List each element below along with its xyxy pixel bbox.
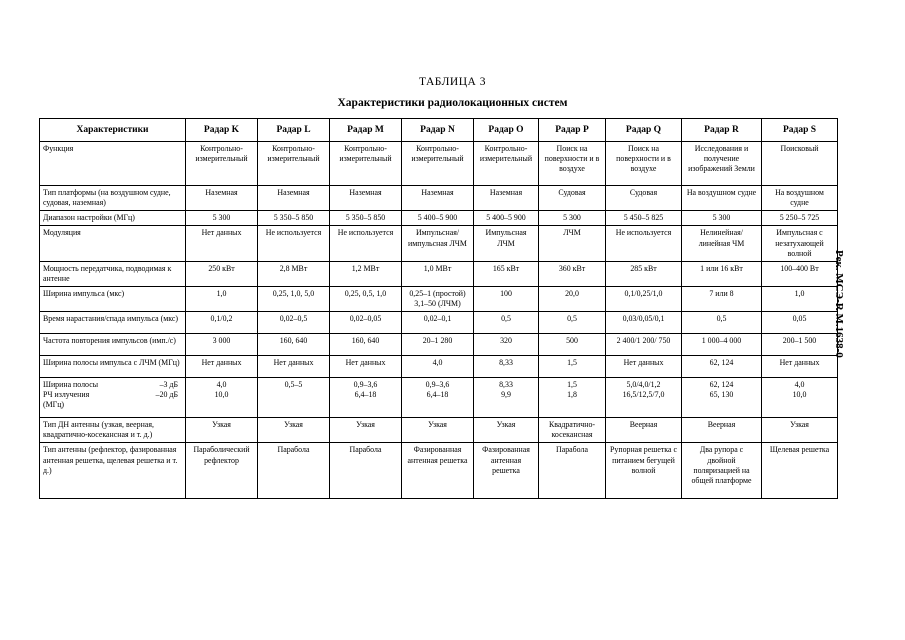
table-cell: 3 000 — [186, 334, 258, 356]
table-cell: Квадратично-косекансная — [539, 418, 606, 443]
table-cell: Нет данных — [330, 356, 402, 378]
table-cell: Поисковый — [762, 142, 838, 186]
table-cell: Контрольно-измерительный — [402, 142, 474, 186]
table-cell: 0,02–0,1 — [402, 312, 474, 334]
table-cell: Не используется — [606, 226, 682, 261]
table-cell: 0,25, 0,5, 1,0 — [330, 287, 402, 312]
table-title: Характеристики радиолокационных систем — [337, 97, 568, 109]
column-header-radar: Радар S — [762, 119, 838, 142]
table-cell: 160, 640 — [258, 334, 330, 356]
bandwidth-20db-value: 6,4–18 — [426, 390, 449, 400]
table-cell: 250 кВт — [186, 261, 258, 286]
table-cell: Два рупора с двойной поляризацией на общей платформе — [682, 443, 762, 499]
table-cell: Узкая — [402, 418, 474, 443]
bandwidth-20db-value: 65, 130 — [709, 390, 734, 400]
table-cell: Нет данных — [606, 356, 682, 378]
bandwidth-20db-value: 9,9 — [501, 390, 511, 400]
table-cell: Контрольно-измерительный — [186, 142, 258, 186]
row-label: Тип ДН антенны (узкая, веерная, квадратично-косекансная и т. д.) — [40, 418, 186, 443]
table-cell: Нет данных — [186, 356, 258, 378]
bandwidth-3db-value: 5,0/4,0/1,2 — [626, 380, 661, 390]
table-cell: Импульсная ЛЧМ — [474, 226, 539, 261]
row-label: Тип платформы (на воздушном судне, судовая, наземная) — [40, 186, 186, 211]
table-cell: Узкая — [330, 418, 402, 443]
table-row — [40, 261, 838, 286]
bandwidth-label-unit: (МГц) — [43, 400, 65, 410]
table-cell: Наземная — [402, 186, 474, 211]
table-cell: 0,5 — [682, 312, 762, 334]
table-cell — [539, 378, 606, 418]
table-cell: Исследования и получение изображений Земли — [682, 142, 762, 186]
table-cell: 1 000–4 000 — [682, 334, 762, 356]
row-label: Функция — [40, 142, 186, 186]
table-cell: 1,0 МВт — [402, 261, 474, 286]
table-cell: 5 450–5 825 — [606, 211, 682, 226]
row-label: Диапазон настройки (МГц) — [40, 211, 186, 226]
table-cell: ЛЧМ — [539, 226, 606, 261]
table-cell: 0,25–1 (простой) 3,1–50 (ЛЧМ) — [402, 287, 474, 312]
table-cell: 5 350–5 850 — [258, 211, 330, 226]
recommendation-side-label: Рек. МСЭ-R M.1638-0 — [833, 250, 845, 358]
bandwidth-3db-value: 62, 124 — [709, 380, 734, 390]
table-cell: Судовая — [539, 186, 606, 211]
table-cell: Веерная — [606, 418, 682, 443]
table-cell: 20,0 — [539, 287, 606, 312]
table-row — [40, 287, 838, 312]
table-cell: Узкая — [258, 418, 330, 443]
table-cell — [330, 378, 402, 418]
column-header-radar: Радар P — [539, 119, 606, 142]
table-cell: 0,1/0,25/1,0 — [606, 287, 682, 312]
table-cell: 200–1 500 — [762, 334, 838, 356]
table-cell: Наземная — [186, 186, 258, 211]
column-header-radar: Радар N — [402, 119, 474, 142]
table-cell: 160, 640 — [330, 334, 402, 356]
table-cell: 5 250–5 725 — [762, 211, 838, 226]
column-header-characteristics: Характеристики — [40, 119, 186, 142]
table-cell: 100 — [474, 287, 539, 312]
column-header-radar: Радар L — [258, 119, 330, 142]
table-cell: Нет данных — [258, 356, 330, 378]
column-header-radar: Радар K — [186, 119, 258, 142]
table-cell — [402, 378, 474, 418]
bandwidth-label-line1: Ширина полосы — [43, 380, 98, 390]
table-cell: Контрольно-измерительный — [330, 142, 402, 186]
bandwidth-3db-value: 4,0 — [216, 380, 227, 390]
column-header-radar: Радар R — [682, 119, 762, 142]
table-row — [40, 443, 838, 499]
table-cell: Судовая — [606, 186, 682, 211]
table-cell: 0,5 — [539, 312, 606, 334]
table-cell: Парабола — [258, 443, 330, 499]
bandwidth-20db-value: 1,8 — [567, 390, 577, 400]
table-row — [40, 226, 838, 261]
table-cell: 0,02–0,05 — [330, 312, 402, 334]
table-cell: Импульсная с незатухающей волной — [762, 226, 838, 261]
table-cell — [258, 378, 330, 418]
table-cell — [762, 378, 838, 418]
table-cell: Параболический рефлектор — [186, 443, 258, 499]
table-cell: 20–1 280 — [402, 334, 474, 356]
table-cell: Узкая — [186, 418, 258, 443]
table-cell: Щелевая решетка — [762, 443, 838, 499]
table-cell: Импульсная/ импульсная ЛЧМ — [402, 226, 474, 261]
table-cell: 0,5 — [474, 312, 539, 334]
table-cell: 0,25, 1,0, 5,0 — [258, 287, 330, 312]
table-cell: 5 300 — [186, 211, 258, 226]
table-cell: Не используется — [258, 226, 330, 261]
table-cell: 8,33 — [474, 356, 539, 378]
table-cell: Веерная — [682, 418, 762, 443]
row-label: Частота повторения импульсов (имп./с) — [40, 334, 186, 356]
bandwidth-20db-value: 10,0 — [214, 390, 229, 400]
table-cell: Узкая — [762, 418, 838, 443]
table-row-rf-bandwidth — [40, 378, 838, 418]
table-cell — [606, 378, 682, 418]
table-cell: Нет данных — [762, 356, 838, 378]
table-row — [40, 356, 838, 378]
table-cell: 5 400–5 900 — [474, 211, 539, 226]
table-cell: 1,0 — [762, 287, 838, 312]
table-cell: Поиск на поверхности и в воздухе — [606, 142, 682, 186]
table-row — [40, 418, 838, 443]
bandwidth-3db-value: 4,0 — [794, 380, 805, 390]
row-label: Тип антенны (рефлектор, фазированная антенная решетка, щелевая решетка и т. д.) — [40, 443, 186, 499]
table-cell: Нелинейная/ линейная ЧМ — [682, 226, 762, 261]
column-header-radar: Радар Q — [606, 119, 682, 142]
table-cell: Контрольно-измерительный — [474, 142, 539, 186]
table-cell: 62, 124 — [682, 356, 762, 378]
table-cell: 500 — [539, 334, 606, 356]
table-cell: 5 300 — [682, 211, 762, 226]
table-cell: 360 кВт — [539, 261, 606, 286]
table-cell: Узкая — [474, 418, 539, 443]
table-cell: 2 400/1 200/ 750 — [606, 334, 682, 356]
table-cell: Наземная — [330, 186, 402, 211]
bandwidth-label-line2: РЧ излучения — [43, 390, 90, 400]
table-row — [40, 312, 838, 334]
table-cell: Наземная — [474, 186, 539, 211]
bandwidth-20db-value: 6,4–18 — [354, 390, 377, 400]
table-row — [40, 211, 838, 226]
table-body — [40, 142, 838, 499]
table-cell: 100–400 Вт — [762, 261, 838, 286]
row-label — [40, 378, 186, 418]
table-cell: 165 кВт — [474, 261, 539, 286]
bandwidth-20db-value: 10,0 — [792, 390, 807, 400]
bandwidth-20db-value: 16,5/12,5/7,0 — [622, 390, 665, 400]
column-header-radar: Радар O — [474, 119, 539, 142]
table-cell: Наземная — [258, 186, 330, 211]
row-label: Мощность передатчика, подводимая к антенне — [40, 261, 186, 286]
bandwidth-3db-value: 0,9–3,6 — [353, 380, 378, 390]
table-cell: Контрольно-измерительный — [258, 142, 330, 186]
table-cell: 2,8 МВт — [258, 261, 330, 286]
table-cell: 5 400–5 900 — [402, 211, 474, 226]
bandwidth-3db-value: 0,9–3,6 — [425, 380, 450, 390]
table-cell: Фазированная антенная решетка — [402, 443, 474, 499]
table-cell: 285 кВт — [606, 261, 682, 286]
table-cell: На воздушном судне — [762, 186, 838, 211]
row-label: Время нарастания/спада импульса (мкс) — [40, 312, 186, 334]
table-cell: На воздушном судне — [682, 186, 762, 211]
table-cell: 0,03/0,05/0,1 — [606, 312, 682, 334]
table-cell: 5 350–5 850 — [330, 211, 402, 226]
column-header-radar: Радар M — [330, 119, 402, 142]
table-cell: 7 или 8 — [682, 287, 762, 312]
table-cell: Фазированная антенная решетка — [474, 443, 539, 499]
row-label: Модуляция — [40, 226, 186, 261]
table-cell: 0,1/0,2 — [186, 312, 258, 334]
table-cell: Парабола — [330, 443, 402, 499]
table-cell — [186, 378, 258, 418]
table-header-row — [40, 119, 838, 142]
table-cell — [682, 378, 762, 418]
bandwidth-level-20db: –20 дБ — [155, 390, 178, 400]
table-heading: ТАБЛИЦА 3 — [419, 76, 486, 88]
radar-characteristics-table — [39, 118, 838, 499]
table-cell: 1 или 16 кВт — [682, 261, 762, 286]
table-cell: 1,0 — [186, 287, 258, 312]
table-cell: 4,0 — [402, 356, 474, 378]
table-row — [40, 186, 838, 211]
bandwidth-3db-value: 1,5 — [567, 380, 577, 390]
table-cell: 0,02–0,5 — [258, 312, 330, 334]
table-cell: Рупорная решетка с питанием бегущей волной — [606, 443, 682, 499]
table-cell: Поиск на поверхности и в воздухе — [539, 142, 606, 186]
table-cell: 5 300 — [539, 211, 606, 226]
row-label: Ширина импульса (мкс) — [40, 287, 186, 312]
table-cell: Не используется — [330, 226, 402, 261]
table-cell: 1,2 МВт — [330, 261, 402, 286]
table-cell: 320 — [474, 334, 539, 356]
table-cell: 1,5 — [539, 356, 606, 378]
row-label: Ширина полосы импульса с ЛЧМ (МГц) — [40, 356, 186, 378]
table-row — [40, 334, 838, 356]
bandwidth-level-3db: –3 дБ — [159, 380, 178, 390]
table-cell — [474, 378, 539, 418]
bandwidth-3db-value: 0,5–5 — [284, 380, 303, 390]
table-cell: Нет данных — [186, 226, 258, 261]
table-cell: 0,05 — [762, 312, 838, 334]
table-row — [40, 142, 838, 186]
table-cell: Парабола — [539, 443, 606, 499]
bandwidth-20db-value — [261, 390, 326, 400]
bandwidth-3db-value: 8,33 — [499, 380, 513, 390]
